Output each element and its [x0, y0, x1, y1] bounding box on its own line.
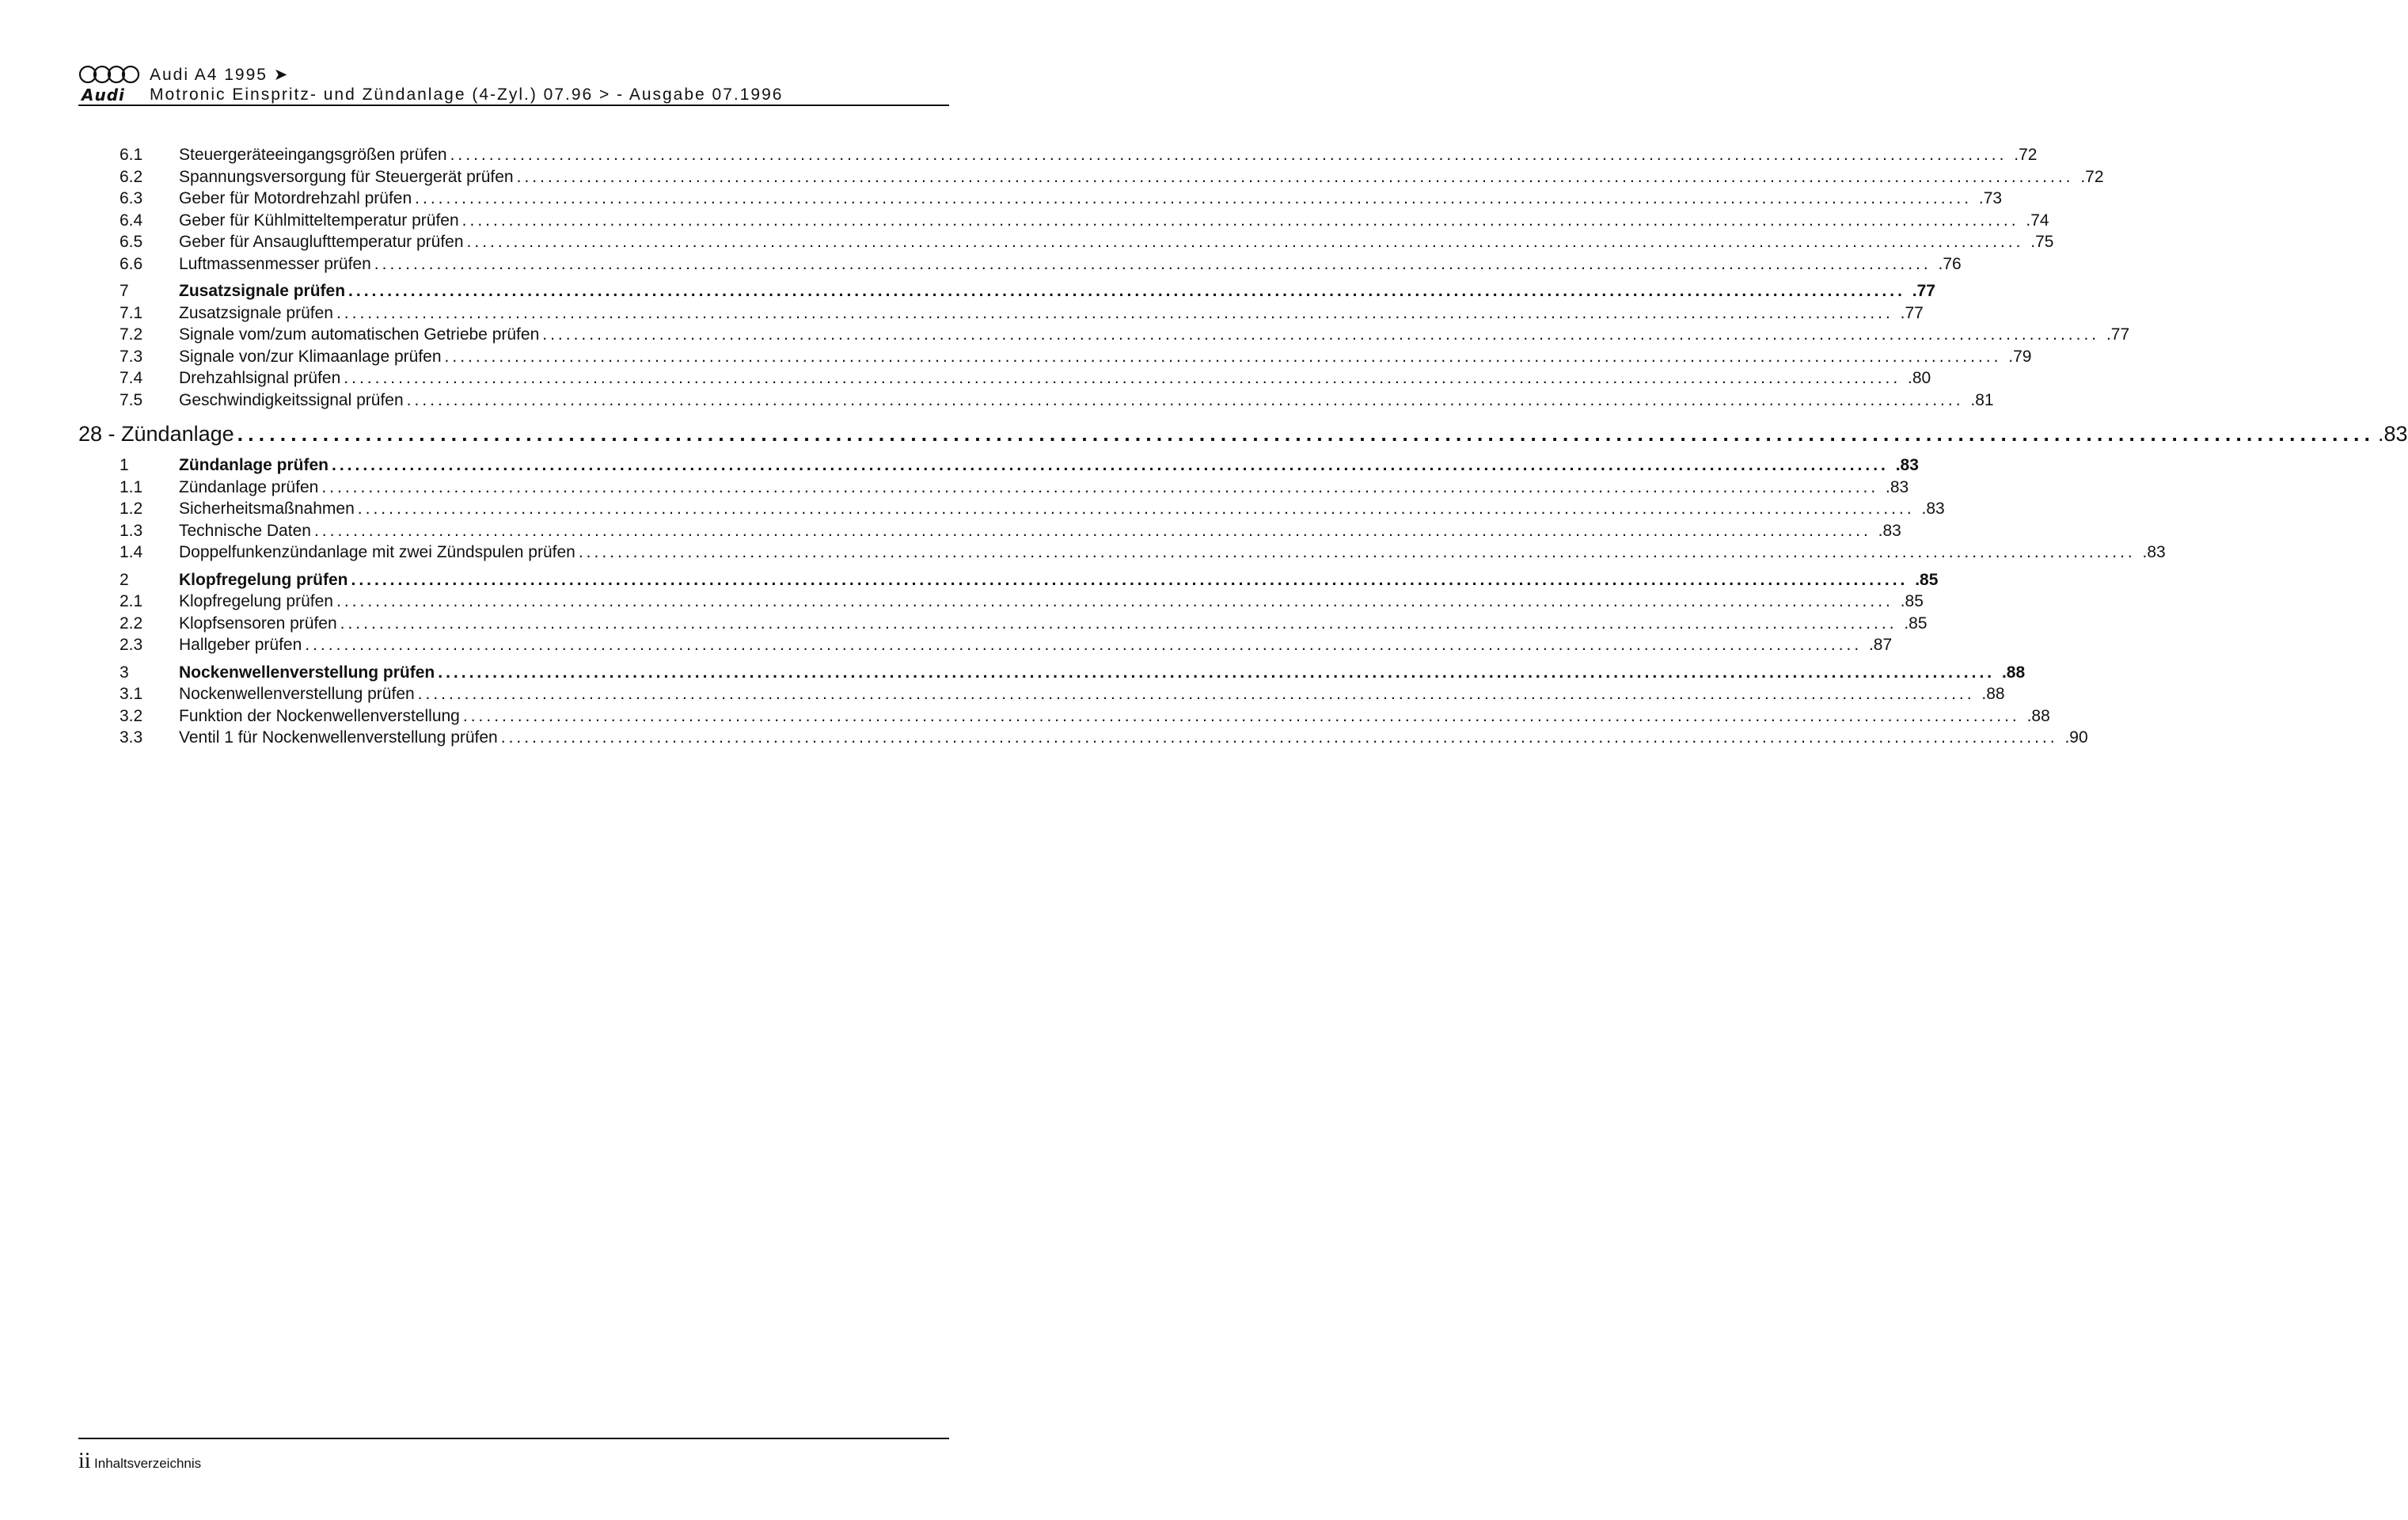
toc-page-number: .81 [1970, 390, 1994, 409]
toc-leader-dots: ........................................................................................................................................................................................................ [415, 189, 1973, 207]
toc-page-number: .87 [1868, 636, 1893, 654]
toc-page-number: .88 [2001, 663, 2026, 682]
toc-leader-dots: ........................................................................................................................................................................................................ [500, 728, 2058, 747]
toc-title: Luftmassenmesser prüfen [179, 254, 371, 273]
toc-title: Signale vom/zum automatischen Getriebe prüfen [179, 325, 540, 344]
toc-number: 6.4 [120, 211, 143, 230]
toc-leader-dots: ........................................................................................................................................................................................................ [438, 663, 1996, 682]
toc-number: 2.2 [120, 614, 143, 633]
toc-page-number: .83 [2142, 543, 2166, 561]
toc-page-number: .73 [1978, 189, 2003, 207]
toc-leader-dots: ........................................................................................................................................................................................................ [406, 390, 1964, 409]
toc-page-number: .80 [1908, 369, 1931, 387]
toc-page-number: .77 [2106, 325, 2130, 344]
toc-title: Geber für Ansauglufttemperatur prüfen [179, 233, 464, 251]
toc-entry [78, 543, 2166, 565]
toc-page-number: .83 [1886, 477, 1909, 496]
toc-title: Geber für Motordrehzahl prüfen [179, 189, 412, 207]
toc-entry [78, 146, 2038, 168]
toc-leader-dots: ........................................................................................................................................................................................................ [450, 146, 2007, 164]
toc-page-number: .72 [2080, 167, 2104, 186]
footer-divider [78, 1438, 949, 1439]
toc-page-number: .79 [2008, 347, 2032, 366]
toc-page-number: .72 [2014, 146, 2038, 164]
toc-title: Zusatzsignale prüfen [179, 303, 333, 322]
header-divider [78, 104, 949, 106]
toc-leader-dots: ........................................................................................................................................................................................................ [340, 614, 1897, 633]
toc-leader-dots: ........................................................................................................................................................................................................ [417, 685, 1975, 703]
toc-title: Zündanlage prüfen [179, 456, 329, 474]
toc-entry [78, 592, 1924, 614]
toc-number: 6.5 [120, 233, 143, 251]
toc-number: 6.3 [120, 189, 143, 207]
toc-number: 2.3 [120, 636, 143, 654]
toc-title: Hallgeber prüfen [179, 636, 302, 654]
toc-title: Geschwindigkeitssignal prüfen [179, 390, 404, 409]
toc-page-number: .88 [2026, 706, 2050, 725]
toc-entry [78, 728, 2088, 750]
table-of-contents [78, 146, 2408, 750]
toc-entry [78, 636, 1893, 658]
toc-title: Zusatzsignale prüfen [179, 282, 346, 300]
page-footer [78, 1449, 201, 1474]
toc-number: 1.3 [120, 521, 143, 540]
toc-title: Nockenwellenverstellung prüfen [179, 685, 415, 703]
header-title-subject: Motronic Einspritz- und Zündanlage (4-Zyl.) 07.96 > - Ausgabe 07.1996 [150, 86, 784, 104]
toc-section [78, 663, 2026, 686]
toc-entry [78, 685, 2005, 707]
toc-number: 1.1 [120, 477, 143, 496]
toc-title: 28 - Zündanlage [78, 422, 234, 446]
toc-title: Steuergeräteeingangsgrößen prüfen [179, 146, 447, 164]
toc-page-number: .85 [1900, 592, 1924, 610]
audi-wordmark: Audi [82, 86, 125, 104]
toc-title: Zündanlage prüfen [179, 477, 319, 496]
toc-leader-dots: ........................................................................................................................................................................................................ [516, 167, 2074, 186]
toc-entry [78, 500, 1945, 522]
toc-entry [78, 347, 2032, 370]
toc-entry [78, 390, 1994, 413]
toc-title: Technische Daten [179, 521, 311, 540]
toc-number: 1 [120, 456, 129, 474]
toc-page-number: .74 [2026, 211, 2049, 230]
toc-page-number: .75 [2030, 233, 2054, 251]
toc-leader-dots: ........................................................................................................................................................................................................ [348, 282, 1905, 300]
toc-section [78, 456, 1919, 478]
toc-number: 1.4 [120, 543, 143, 561]
toc-leader-dots: ........................................................................................................................................................................................................ [344, 369, 1901, 387]
toc-entry [78, 706, 2050, 729]
toc-title: Klopfregelung prüfen [179, 592, 333, 610]
toc-entry [78, 211, 2049, 234]
footer-label: Inhaltsverzeichnis [94, 1456, 202, 1471]
toc-page-number: .77 [1900, 303, 1924, 322]
page-header [78, 62, 949, 108]
toc-leader-dots: ........................................................................................................................................................................................................ [462, 706, 2020, 725]
toc-title: Doppelfunkenzündanlage mit zwei Zündspulen prüfen [179, 543, 575, 561]
toc-number: 7 [120, 282, 129, 300]
toc-title: Ventil 1 für Nockenwellenverstellung prüfen [179, 728, 498, 747]
toc-leader-dots: ........................................................................................................................................................................................................ [321, 477, 1879, 496]
toc-section [78, 570, 1939, 593]
toc-entry [78, 477, 1909, 500]
toc-leader-dots: ........................................................................................................................................................................................................ [313, 521, 1871, 540]
toc-number: 2.1 [120, 592, 143, 610]
toc-number: 3 [120, 663, 129, 682]
toc-leader-dots: ........................................................................................................................................................................................................ [237, 422, 2375, 446]
toc-number: 3.2 [120, 706, 143, 725]
toc-leader-dots: ........................................................................................................................................................................................................ [351, 570, 1909, 589]
toc-title: Funktion der Nockenwellenverstellung [179, 706, 460, 725]
toc-title: Spannungsversorgung für Steuergerät prüfen [179, 167, 514, 186]
toc-leader-dots: ........................................................................................................................................................................................................ [578, 543, 2136, 561]
toc-number: 3.1 [120, 685, 143, 703]
toc-leader-dots: ........................................................................................................................................................................................................ [336, 303, 1893, 322]
toc-chapter [78, 422, 2408, 450]
toc-number: 6.6 [120, 254, 143, 273]
toc-leader-dots: ........................................................................................................................................................................................................ [461, 211, 2019, 230]
toc-leader-dots: ........................................................................................................................................................................................................ [332, 456, 1889, 474]
toc-leader-dots: ........................................................................................................................................................................................................ [466, 233, 2024, 251]
toc-leader-dots: ........................................................................................................................................................................................................ [444, 347, 2002, 366]
toc-page-number: .83 [2377, 422, 2408, 446]
toc-title: Signale von/zur Klimaanlage prüfen [179, 347, 442, 366]
toc-title: Geber für Kühlmitteltemperatur prüfen [179, 211, 459, 230]
toc-leader-dots: ........................................................................................................................................................................................................ [357, 500, 1915, 518]
toc-entry [78, 303, 1924, 326]
toc-number: 2 [120, 570, 129, 589]
toc-entry [78, 189, 2003, 211]
toc-title: Drehzahlsignal prüfen [179, 369, 341, 387]
header-title-model: Audi A4 1995 ➤ [150, 66, 290, 84]
toc-page-number: .85 [1904, 614, 1928, 633]
toc-number: 7.1 [120, 303, 143, 322]
toc-number: 3.3 [120, 728, 143, 747]
toc-page-number: .90 [2064, 728, 2088, 747]
toc-leader-dots: ........................................................................................................................................................................................................ [336, 592, 1893, 610]
toc-number: 7.3 [120, 347, 143, 366]
toc-entry [78, 325, 2130, 348]
toc-leader-dots: ........................................................................................................................................................................................................ [305, 636, 1863, 654]
toc-number: 7.5 [120, 390, 143, 409]
footer-page-number: ii [78, 1449, 91, 1473]
toc-entry [78, 254, 1962, 277]
toc-leader-dots: ........................................................................................................................................................................................................ [374, 254, 1931, 273]
toc-entry [78, 233, 2054, 255]
toc-page-number: .83 [1921, 500, 1945, 518]
toc-title: Klopfsensoren prüfen [179, 614, 337, 633]
toc-number: 6.2 [120, 167, 143, 186]
toc-entry [78, 369, 1931, 391]
toc-title: Klopfregelung prüfen [179, 570, 348, 589]
toc-number: 1.2 [120, 500, 143, 518]
toc-entry [78, 167, 2104, 190]
toc-page-number: .83 [1895, 456, 1919, 474]
toc-title: Sicherheitsmaßnahmen [179, 500, 355, 518]
toc-section [78, 282, 1935, 304]
toc-entry [78, 521, 1901, 544]
toc-number: 7.4 [120, 369, 143, 387]
toc-page-number: .83 [1878, 521, 1901, 540]
audi-rings-logo-icon [78, 65, 140, 84]
toc-page-number: .85 [1915, 570, 1939, 589]
toc-title: Nockenwellenverstellung prüfen [179, 663, 435, 682]
toc-page-number: .76 [1938, 254, 1962, 273]
toc-number: 7.2 [120, 325, 143, 344]
toc-leader-dots: ........................................................................................................................................................................................................ [542, 325, 2100, 344]
toc-number: 6.1 [120, 146, 143, 164]
toc-entry [78, 614, 1928, 636]
toc-page-number: .88 [1981, 685, 2005, 703]
toc-page-number: .77 [1912, 282, 1935, 300]
